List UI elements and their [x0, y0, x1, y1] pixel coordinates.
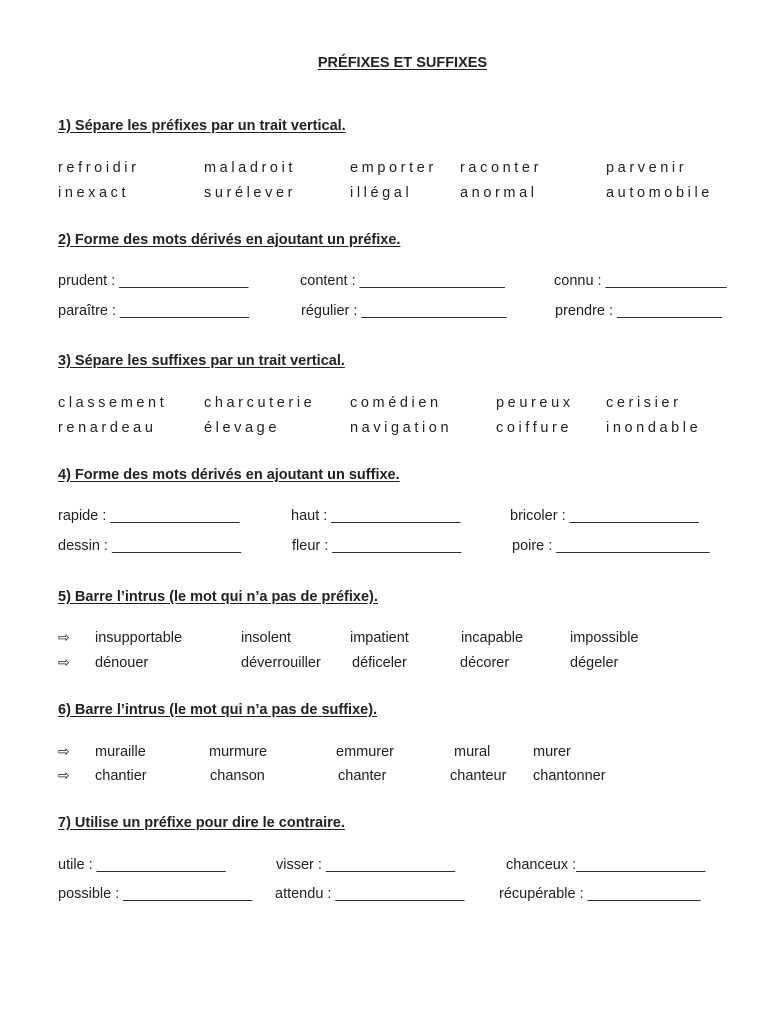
fill-blank: chanceux :________________: [506, 857, 706, 873]
word: charcuterie: [204, 395, 316, 411]
word: classement: [58, 395, 168, 411]
fill-blank: paraître : ________________: [58, 303, 250, 319]
fill-blank: utile : ________________: [58, 857, 226, 873]
fill-blank: récupérable : ______________: [499, 886, 701, 902]
word: comédien: [350, 395, 442, 411]
exercise-5-row-1: [0, 630, 768, 650]
exercise-6-row-1: [0, 744, 768, 764]
arrow-right-icon: ⇨: [58, 768, 70, 784]
exercise-3-row-2: [0, 420, 768, 440]
exercise-1-row-1: [0, 160, 768, 180]
word: chantonner: [533, 768, 606, 784]
word: déverrouiller: [241, 655, 321, 671]
arrow-right-icon: ⇨: [58, 630, 70, 646]
word: dégeler: [570, 655, 619, 671]
exercise-7-row-1: [0, 857, 768, 877]
word: automobile: [606, 185, 713, 201]
page-title: PRÉFIXES ET SUFFIXES: [317, 55, 488, 71]
exercise-6-heading: 6) Barre l’intrus (le mot qui n’a pas de suffixe).: [58, 702, 378, 718]
word: déficeler: [352, 655, 407, 671]
word: cerisier: [606, 395, 682, 411]
word: anormal: [460, 185, 538, 201]
exercise-1-heading: 1) Sépare les préfixes par un trait vertical.: [58, 118, 346, 134]
word: chanter: [338, 768, 387, 784]
exercise-3-row-1: [0, 395, 768, 415]
exercise-2-heading: 2) Forme des mots dérivés en ajoutant un préfixe.: [58, 232, 401, 248]
exercise-7-row-2: [0, 886, 768, 906]
fill-blank: prudent : ________________: [58, 273, 249, 289]
exercise-4-row-1: [0, 508, 768, 528]
word: refroidir: [58, 160, 140, 176]
word: incapable: [461, 630, 524, 646]
word: impatient: [350, 630, 409, 646]
word: peureux: [496, 395, 574, 411]
fill-blank: content : __________________: [300, 273, 505, 289]
exercise-5-heading: 5) Barre l’intrus (le mot qui n’a pas de préfixe).: [58, 589, 378, 605]
word: impossible: [570, 630, 639, 646]
word: murmure: [209, 744, 268, 760]
word: insupportable: [95, 630, 183, 646]
fill-blank: visser : ________________: [276, 857, 455, 873]
word: surélever: [204, 185, 297, 201]
word: murer: [533, 744, 571, 760]
exercise-6-row-2: [0, 768, 768, 788]
fill-blank: bricoler : ________________: [510, 508, 699, 524]
word: décorer: [460, 655, 510, 671]
exercise-4-row-2: [0, 538, 768, 558]
word: parvenir: [606, 160, 688, 176]
exercise-4-heading: 4) Forme des mots dérivés en ajoutant un suffixe.: [58, 467, 400, 483]
fill-blank: fleur : ________________: [292, 538, 462, 554]
word: chantier: [95, 768, 147, 784]
word: chanson: [210, 768, 265, 784]
word: inexact: [58, 185, 130, 201]
word: navigation: [350, 420, 453, 436]
fill-blank: dessin : ________________: [58, 538, 242, 554]
fill-blank: régulier : __________________: [301, 303, 507, 319]
word: raconter: [460, 160, 542, 176]
exercise-5-row-2: [0, 655, 768, 675]
word: inondable: [606, 420, 702, 436]
word: renardeau: [58, 420, 157, 436]
word: emporter: [350, 160, 437, 176]
fill-blank: rapide : ________________: [58, 508, 240, 524]
word: coiffure: [496, 420, 573, 436]
exercise-2-row-1: [0, 273, 768, 293]
arrow-right-icon: ⇨: [58, 744, 70, 760]
exercise-7-heading: 7) Utilise un préfixe pour dire le contraire.: [58, 815, 345, 831]
word: muraille: [95, 744, 146, 760]
word: élevage: [204, 420, 280, 436]
fill-blank: attendu : ________________: [275, 886, 465, 902]
word: chanteur: [450, 768, 507, 784]
exercise-1-row-2: [0, 185, 768, 205]
fill-blank: poire : ___________________: [512, 538, 710, 554]
word: insolent: [241, 630, 291, 646]
arrow-right-icon: ⇨: [58, 655, 70, 671]
fill-blank: possible : ________________: [58, 886, 253, 902]
word: illégal: [350, 185, 413, 201]
exercise-3-heading: 3) Sépare les suffixes par un trait vertical.: [58, 353, 345, 369]
word: mural: [454, 744, 491, 760]
word: maladroit: [204, 160, 297, 176]
fill-blank: prendre : _____________: [555, 303, 722, 319]
word: emmurer: [336, 744, 395, 760]
exercise-2-row-2: [0, 303, 768, 323]
word: dénouer: [95, 655, 149, 671]
fill-blank: connu : _______________: [554, 273, 727, 289]
fill-blank: haut : ________________: [291, 508, 461, 524]
